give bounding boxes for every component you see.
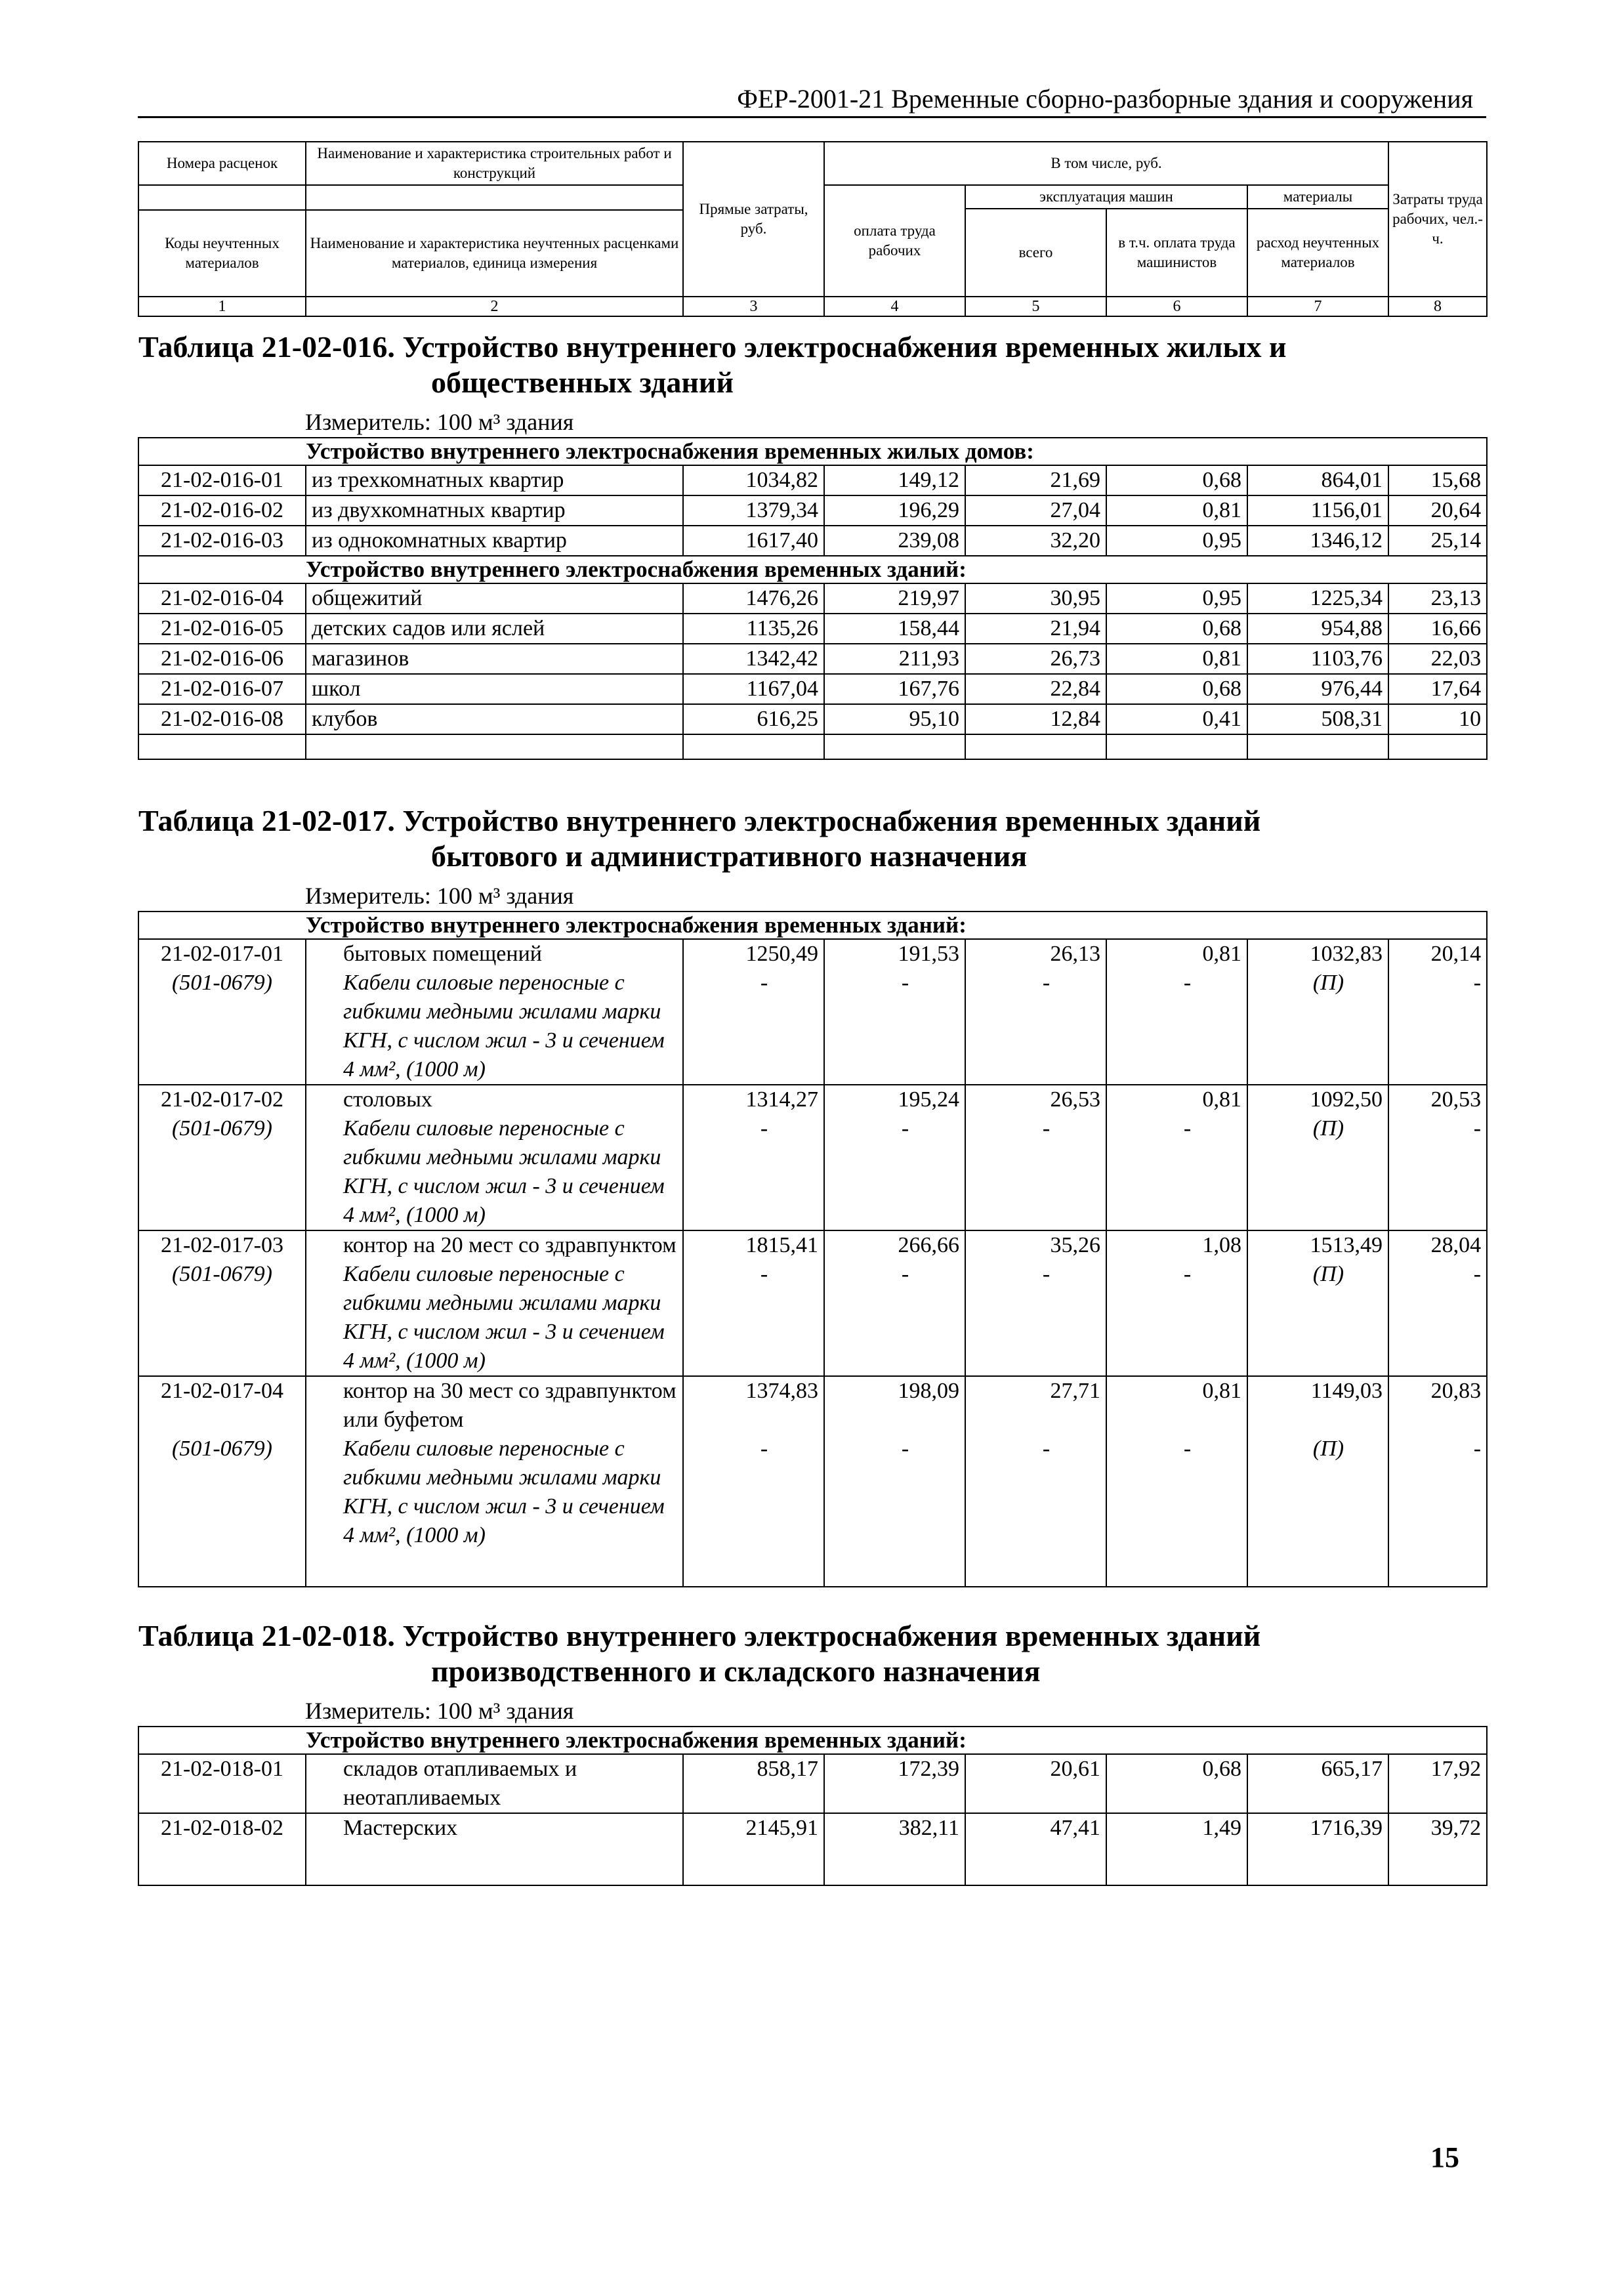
labor-pay: 239,08 <box>824 526 965 556</box>
materials: 1032,83 <box>1247 939 1388 969</box>
material-row <box>138 1435 1487 1550</box>
col-number: 7 <box>1247 297 1388 316</box>
table-row <box>138 465 1487 495</box>
machines-labor: 1,49 <box>1106 1813 1247 1885</box>
col-materials-use: расход неучтенных материалов <box>1247 209 1388 297</box>
direct-cost: 858,17 <box>683 1754 824 1813</box>
table-row <box>138 526 1487 556</box>
direct-cost: 616,25 <box>683 704 824 734</box>
rate-code: 21-02-016-04 <box>138 583 306 614</box>
measure-unit: Измеритель: 100 м³ здания <box>138 400 1487 438</box>
table-row <box>138 495 1487 526</box>
table-row <box>138 1813 1487 1885</box>
dash: - <box>1388 1435 1487 1550</box>
col-number: 6 <box>1106 297 1247 316</box>
work-name: из трехкомнатных квартир <box>306 465 683 495</box>
materials: 1149,03 <box>1247 1376 1388 1435</box>
dash: - <box>1106 969 1247 1085</box>
material-row <box>138 1114 1487 1230</box>
material-code: (501-0679) <box>138 969 306 1085</box>
table-row <box>138 1376 1487 1435</box>
machines-total: 26,13 <box>965 939 1106 969</box>
col-code-top: Номера расценок <box>138 142 306 185</box>
col-number: 4 <box>824 297 965 316</box>
direct-cost: 1379,34 <box>683 495 824 526</box>
dash: - <box>824 969 965 1085</box>
dash: - <box>1388 1114 1487 1230</box>
machines-total: 27,04 <box>965 495 1106 526</box>
col-machines-labor: в т.ч. оплата труда машинистов <box>1106 209 1247 297</box>
col-number: 2 <box>306 297 683 316</box>
machines-total: 47,41 <box>965 1813 1106 1885</box>
machines-total: 32,20 <box>965 526 1106 556</box>
materials: 864,01 <box>1247 465 1388 495</box>
col-number: 5 <box>965 297 1106 316</box>
material-name: Кабели силовые переносные с гибкими медными жилами марки КГН, с числом жил - 3 и сечением 4 мм², (1000 м) <box>306 1435 683 1550</box>
machines-labor: 0,81 <box>1106 1376 1247 1435</box>
direct-cost: 1342,42 <box>683 644 824 674</box>
work-name: контор на 20 мест со здравпунктом <box>306 1230 683 1260</box>
work-name: школ <box>306 674 683 704</box>
rate-code: 21-02-016-02 <box>138 495 306 526</box>
labor-cost: 20,64 <box>1388 495 1487 526</box>
labor-cost: 28,04 <box>1388 1230 1487 1260</box>
dash: - <box>1388 969 1487 1085</box>
col-labor-cost: Затраты труда рабочих, чел.-ч. <box>1388 142 1487 297</box>
machines-labor: 0,81 <box>1106 939 1247 969</box>
machines-total: 30,95 <box>965 583 1106 614</box>
measure-unit: Измеритель: 100 м³ здания <box>138 1689 1487 1727</box>
table-row <box>138 1230 1487 1260</box>
dash: - <box>1106 1114 1247 1230</box>
materials: 1513,49 <box>1247 1230 1388 1260</box>
direct-cost: 1617,40 <box>683 526 824 556</box>
machines-labor: 1,08 <box>1106 1230 1247 1260</box>
dash: - <box>965 1435 1106 1550</box>
work-name: из однокомнатных квартир <box>306 526 683 556</box>
table-title: Таблица 21-02-018. Устройство внутреннего электроснабжения временных зданий <box>138 1619 1261 1652</box>
machines-total: 21,69 <box>965 465 1106 495</box>
direct-cost: 1815,41 <box>683 1230 824 1260</box>
work-name: общежитий <box>306 583 683 614</box>
col-machines: эксплуатация машин <box>965 185 1247 209</box>
labor-pay: 198,09 <box>824 1376 965 1435</box>
labor-pay: 158,44 <box>824 614 965 644</box>
labor-pay: 191,53 <box>824 939 965 969</box>
dash: - <box>683 969 824 1085</box>
dash: - <box>824 1435 965 1550</box>
labor-pay: 195,24 <box>824 1085 965 1114</box>
table-row <box>138 583 1487 614</box>
machines-labor: 0,81 <box>1106 644 1247 674</box>
running-header: ФЕР-2001-21 Временные сборно-разборные здания и сооружения <box>138 82 1486 118</box>
work-name: клубов <box>306 704 683 734</box>
machines-labor: 0,41 <box>1106 704 1247 734</box>
materials: 1156,01 <box>1247 495 1388 526</box>
rate-code: 21-02-016-07 <box>138 674 306 704</box>
group-heading: Устройство внутреннего электроснабжения временных зданий: <box>138 912 1487 939</box>
material-flag: (П) <box>1247 1435 1388 1550</box>
machines-total: 26,53 <box>965 1085 1106 1114</box>
material-code: (501-0679) <box>138 1260 306 1376</box>
col-incl: В том числе, руб. <box>824 142 1388 185</box>
col-labor-pay: оплата труда рабочих <box>824 185 965 297</box>
rate-code: 21-02-016-08 <box>138 704 306 734</box>
table-21-02-016 <box>138 320 1488 760</box>
rate-code: 21-02-018-02 <box>138 1813 306 1885</box>
table-row <box>138 704 1487 734</box>
direct-cost: 1034,82 <box>683 465 824 495</box>
material-flag: (П) <box>1247 1114 1388 1230</box>
machines-labor: 0,81 <box>1106 495 1247 526</box>
machines-labor: 0,68 <box>1106 465 1247 495</box>
col-number: 1 <box>138 297 306 316</box>
materials: 954,88 <box>1247 614 1388 644</box>
machines-labor: 0,68 <box>1106 614 1247 644</box>
table-21-02-018 <box>138 1609 1488 1886</box>
material-row <box>138 969 1487 1085</box>
material-name: Кабели силовые переносные с гибкими медными жилами марки КГН, с числом жил - 3 и сечением 4 мм², (1000 м) <box>306 1260 683 1376</box>
labor-cost: 22,03 <box>1388 644 1487 674</box>
table-row <box>138 939 1487 969</box>
materials: 1225,34 <box>1247 583 1388 614</box>
group-heading: Устройство внутреннего электроснабжения временных зданий: <box>138 556 1487 583</box>
materials: 1103,76 <box>1247 644 1388 674</box>
material-code: (501-0679) <box>138 1114 306 1230</box>
direct-cost: 1374,83 <box>683 1376 824 1435</box>
materials: 976,44 <box>1247 674 1388 704</box>
material-code: (501-0679) <box>138 1435 306 1550</box>
material-flag: (П) <box>1247 969 1388 1085</box>
dash: - <box>1106 1435 1247 1550</box>
col-code-bottom: Коды неучтенных материалов <box>138 210 306 297</box>
table-21-02-017 <box>138 794 1488 1587</box>
col-number: 8 <box>1388 297 1487 316</box>
machines-labor: 0,81 <box>1106 1085 1247 1114</box>
rate-code: 21-02-017-02 <box>138 1085 306 1114</box>
rate-code: 21-02-016-01 <box>138 465 306 495</box>
dash: - <box>965 1260 1106 1376</box>
rate-code: 21-02-017-03 <box>138 1230 306 1260</box>
col-name-bottom: Наименование и характеристика неучтенных расценками материалов, единица измерения <box>306 210 683 297</box>
table-row <box>138 674 1487 704</box>
table-row <box>138 1754 1487 1813</box>
machines-total: 27,71 <box>965 1376 1106 1435</box>
materials: 665,17 <box>1247 1754 1388 1813</box>
work-name: контор на 30 мест со здравпунктом или буфетом <box>306 1376 683 1435</box>
direct-cost: 1476,26 <box>683 583 824 614</box>
work-name: Мастерских <box>306 1813 683 1885</box>
direct-cost: 1314,27 <box>683 1085 824 1114</box>
labor-cost: 20,83 <box>1388 1376 1487 1435</box>
col-machines-total: всего <box>965 209 1106 297</box>
machines-total: 20,61 <box>965 1754 1106 1813</box>
direct-cost: 1135,26 <box>683 614 824 644</box>
rate-code: 21-02-017-04 <box>138 1376 306 1435</box>
labor-cost: 17,64 <box>1388 674 1487 704</box>
labor-pay: 167,76 <box>824 674 965 704</box>
labor-cost: 23,13 <box>1388 583 1487 614</box>
dash: - <box>965 969 1106 1085</box>
dash: - <box>824 1114 965 1230</box>
dash: - <box>824 1260 965 1376</box>
labor-pay: 172,39 <box>824 1754 965 1813</box>
work-name: магазинов <box>306 644 683 674</box>
measure-unit: Измеритель: 100 м³ здания <box>138 874 1487 912</box>
dash: - <box>683 1260 824 1376</box>
labor-cost: 17,92 <box>1388 1754 1487 1813</box>
labor-pay: 219,97 <box>824 583 965 614</box>
labor-cost: 20,14 <box>1388 939 1487 969</box>
materials: 1092,50 <box>1247 1085 1388 1114</box>
labor-pay: 211,93 <box>824 644 965 674</box>
dash: - <box>683 1114 824 1230</box>
table-title-cont: общественных зданий <box>431 366 734 399</box>
labor-cost: 16,66 <box>1388 614 1487 644</box>
labor-cost: 39,72 <box>1388 1813 1487 1885</box>
machines-total: 21,94 <box>965 614 1106 644</box>
materials: 508,31 <box>1247 704 1388 734</box>
page-number: 15 <box>1430 2141 1459 2173</box>
dash: - <box>683 1435 824 1550</box>
table-row <box>138 644 1487 674</box>
machines-labor: 0,95 <box>1106 583 1247 614</box>
col-code-top-cont <box>138 185 306 210</box>
work-name: бытовых помещений <box>306 939 683 969</box>
dash: - <box>965 1114 1106 1230</box>
machines-labor: 0,68 <box>1106 674 1247 704</box>
labor-cost: 15,68 <box>1388 465 1487 495</box>
machines-total: 22,84 <box>965 674 1106 704</box>
rate-code: 21-02-016-05 <box>138 614 306 644</box>
material-row <box>138 1260 1487 1376</box>
table-title-cont: бытового и административного назначения <box>431 839 1028 873</box>
labor-pay: 196,29 <box>824 495 965 526</box>
table-title-cont: производственного и складского назначения <box>431 1654 1041 1688</box>
material-flag: (П) <box>1247 1260 1388 1376</box>
labor-cost: 10 <box>1388 704 1487 734</box>
group-heading: Устройство внутреннего электроснабжения временных зданий: <box>138 1727 1487 1754</box>
material-name: Кабели силовые переносные с гибкими медными жилами марки КГН, с числом жил - 3 и сечением 4 мм², (1000 м) <box>306 1114 683 1230</box>
materials: 1346,12 <box>1247 526 1388 556</box>
col-number: 3 <box>683 297 824 316</box>
work-name: из двухкомнатных квартир <box>306 495 683 526</box>
column-header-table <box>138 141 1488 317</box>
machines-labor: 0,68 <box>1106 1754 1247 1813</box>
dash: - <box>1388 1260 1487 1376</box>
rate-code: 21-02-017-01 <box>138 939 306 969</box>
col-materials: материалы <box>1247 185 1388 209</box>
direct-cost: 1250,49 <box>683 939 824 969</box>
work-name: столовых <box>306 1085 683 1114</box>
direct-cost: 2145,91 <box>683 1813 824 1885</box>
dash: - <box>1106 1260 1247 1376</box>
col-direct: Прямые затраты, руб. <box>683 142 824 297</box>
machines-total: 26,73 <box>965 644 1106 674</box>
direct-cost: 1167,04 <box>683 674 824 704</box>
labor-pay: 266,66 <box>824 1230 965 1260</box>
table-row <box>138 1085 1487 1114</box>
work-name: складов отапливаемых и неотапливаемых <box>306 1754 683 1813</box>
table-title: Таблица 21-02-016. Устройство внутреннего электроснабжения временных жилых и <box>138 330 1287 364</box>
material-name: Кабели силовые переносные с гибкими медными жилами марки КГН, с числом жил - 3 и сечением 4 мм², (1000 м) <box>306 969 683 1085</box>
machines-total: 12,84 <box>965 704 1106 734</box>
table-row <box>138 614 1487 644</box>
rate-code: 21-02-016-06 <box>138 644 306 674</box>
labor-pay: 382,11 <box>824 1813 965 1885</box>
group-heading: Устройство внутреннего электроснабжения временных жилых домов: <box>138 438 1487 465</box>
machines-labor: 0,95 <box>1106 526 1247 556</box>
rate-code: 21-02-018-01 <box>138 1754 306 1813</box>
col-name-top-cont <box>306 185 683 210</box>
materials: 1716,39 <box>1247 1813 1388 1885</box>
labor-pay: 149,12 <box>824 465 965 495</box>
work-name: детских садов или яслей <box>306 614 683 644</box>
table-title: Таблица 21-02-017. Устройство внутреннего электроснабжения временных зданий <box>138 804 1261 837</box>
labor-pay: 95,10 <box>824 704 965 734</box>
rate-code: 21-02-016-03 <box>138 526 306 556</box>
col-name-top: Наименование и характеристика строительных работ и конструкций <box>306 142 683 185</box>
labor-cost: 25,14 <box>1388 526 1487 556</box>
machines-total: 35,26 <box>965 1230 1106 1260</box>
labor-cost: 20,53 <box>1388 1085 1487 1114</box>
